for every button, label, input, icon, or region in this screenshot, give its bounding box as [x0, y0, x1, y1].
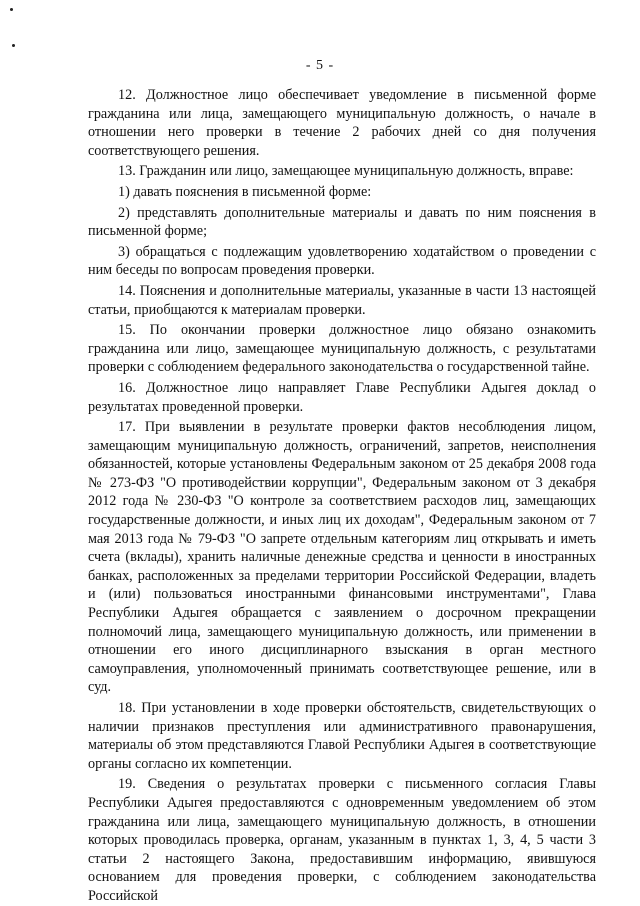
paragraph-13: 13. Гражданин или лицо, замещающее муниципальную должность, вправе: — [118, 163, 574, 180]
paragraph-12: 12. Должностное лицо обеспечивает уведомление в письменной форме гражданина или лица, замещающего муниципальную должность, о начале в отношении него проверки в течение 2 рабочих дней со дня получения соответствующего решения. — [88, 87, 596, 159]
page-number: - 5 - — [305, 58, 335, 73]
scan-mark — [12, 44, 15, 47]
paragraph-16: 16. Должностное лицо направляет Главе Республики Адыгея доклад о результатах проведенной проверки. — [88, 379, 596, 415]
paragraph-14: 14. Пояснения и дополнительные материалы, указанные в части 13 настоящей статьи, приобщаются к материалам проверки. — [88, 282, 596, 318]
scan-mark — [10, 8, 13, 11]
paragraph-19: 19. Сведения о результатах проверки с письменного согласия Главы Республики Адыгея предоставляются с одновременным уведомлением об этом гражданина или лица, замещающего муниципальную должность, в отношении которых проводилась проверка, органам, указанным в пунктах 1, 3, 4, 5 части 3 статьи 2 настоящего Закона, предоставившим информацию, явившуюся основанием для проведения проверки, с соблюдением законодательства Российской — [88, 776, 596, 904]
paragraph-17: 17. При выявлении в результате проверки фактов несоблюдения лицом, замещающим муниципальную должность, ограничений, запретов, неисполнения обязанностей, которые установлены Федеральным законом от 25 декабря 2008 года № 273-ФЗ "О противодействии коррупции", Федеральным законом от 3 декабря 2012 года № 230-ФЗ "О контроле за соответствием расходов лиц, замещающих государственные должности, и иных лиц их доходам", Федеральным законом от 7 мая 2013 года № 79-ФЗ "О запрете отдельным категориям лиц открывать и иметь счета (вклады), хранить наличные денежные средства и ценности в иностранных банках, расположенных за пределами территории Российской Федерации, владеть и (или) пользоваться иностранными финансовыми инструментами", Глава Республики Адыгея обращается с заявлением о досрочном прекращении полномочий лица, замещающего муниципальную должность, или применении в отношении его иного дисциплинарного взыскания в орган местного самоуправления, уполномоченный принимать соответствующее решение, или в суд. — [88, 419, 596, 696]
document-body — [88, 86, 596, 906]
list-item-1: 1) давать пояснения в письменной форме: — [118, 183, 372, 200]
paragraph-18: 18. При установлении в ходе проверки обстоятельств, свидетельствующих о наличии признаков преступления или административного правонарушения, материалы об этом представляются Главой Республики Адыгея в соответствующие органы согласно их компетенции. — [88, 700, 596, 772]
list-item-3: 3) обращаться с подлежащим удовлетворению ходатайством о проведении с ним беседы по вопросам проведения проверки. — [88, 243, 596, 279]
list-item-2: 2) представлять дополнительные материалы и давать по ним пояснения в письменной форме; — [88, 204, 596, 240]
paragraph-15: 15. По окончании проверки должностное лицо обязано ознакомить гражданина или лицо, замещающее муниципальную должность, с результатами проверки с соблюдением федерального законодательства о государственной тайне. — [88, 322, 596, 376]
